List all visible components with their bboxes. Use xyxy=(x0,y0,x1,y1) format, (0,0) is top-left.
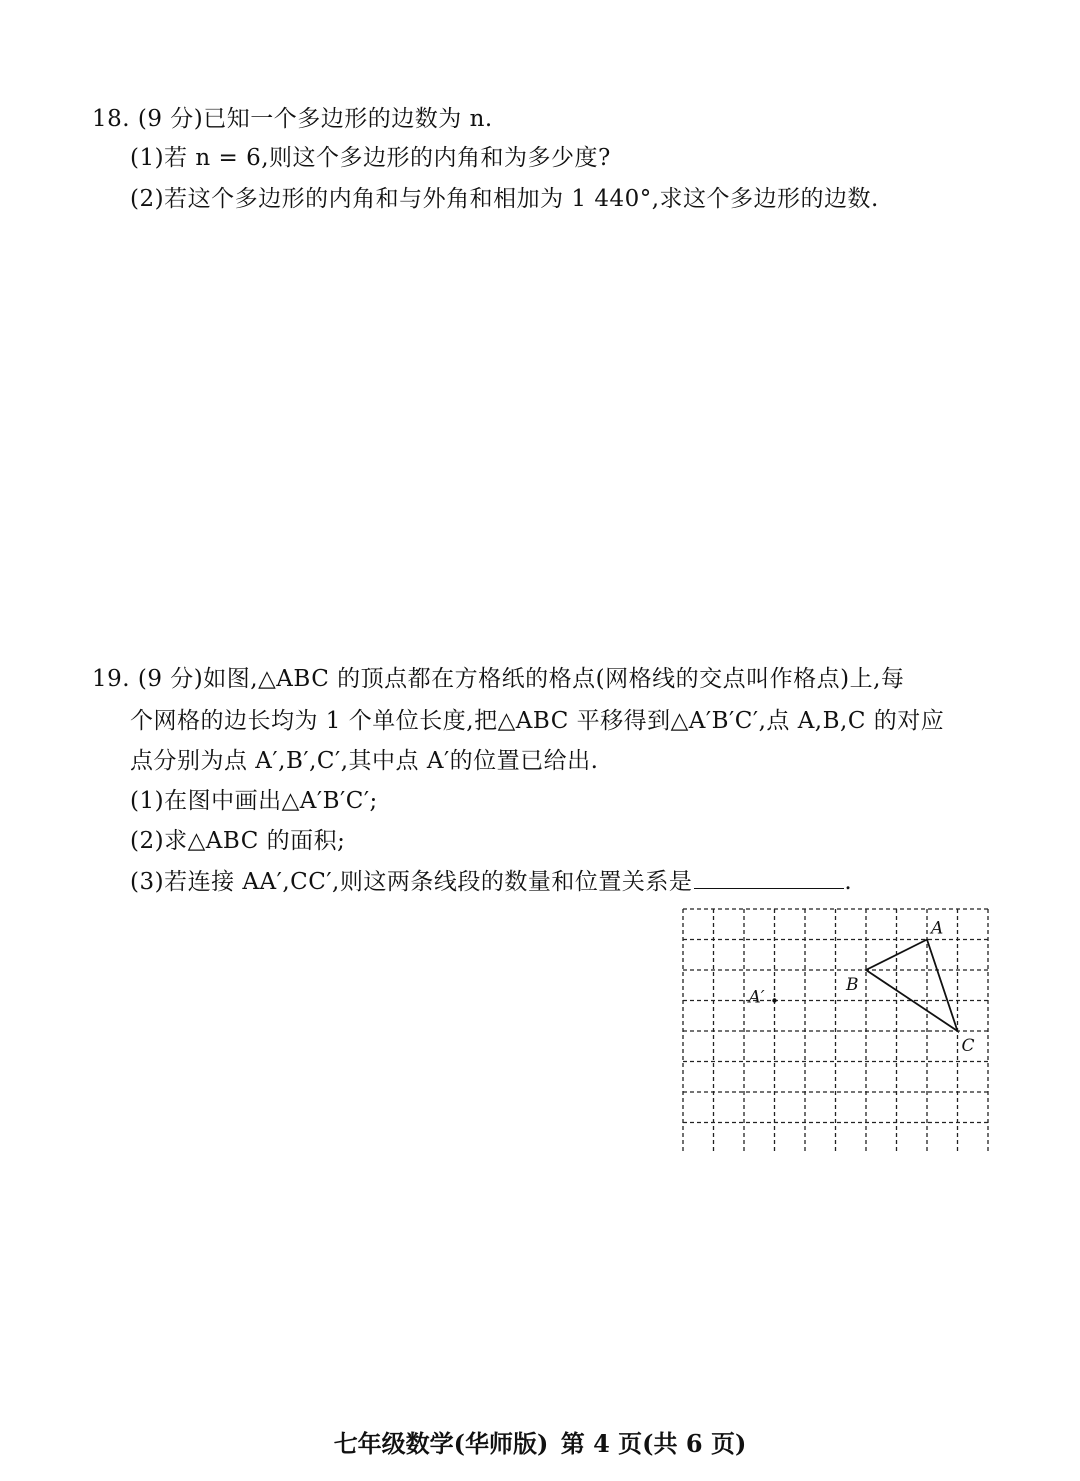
point-label: A xyxy=(931,918,944,939)
question-18-part-1: (1)若 n = 6,则这个多边形的内角和为多少度? xyxy=(130,145,611,171)
footer-page: 第 4 页(共 6 页) xyxy=(560,1429,747,1458)
question-19-part-3-end: . xyxy=(844,869,853,895)
triangle-abc-outline xyxy=(866,940,958,1032)
grid-figure xyxy=(680,906,992,1152)
question-19-part-3-text: (3)若连接 AA′,CC′,则这两条线段的数量和位置关系是 xyxy=(130,869,693,895)
triangle-abc xyxy=(866,940,958,1032)
question-19-line-2: 个网格的边长均为 1 个单位长度,把△ABC 平移得到△A′B′C′,点 A,B,C 的对应 xyxy=(130,708,945,734)
point-a-prime-dot xyxy=(772,998,776,1002)
question-19-part-3 xyxy=(130,866,852,897)
question-19-line-3: 点分别为点 A′,B′,C′,其中点 A′的位置已给出. xyxy=(130,748,599,774)
footer-subject: 七年级数学(华师版) xyxy=(333,1429,549,1458)
page-footer xyxy=(0,1424,1080,1459)
question-18-part-2: (2)若这个多边形的内角和与外角和相加为 1 440°,求这个多边形的边数. xyxy=(130,186,879,212)
point-label: B xyxy=(846,975,859,995)
question-19-line-1: 19. (9 分)如图,△ABC 的顶点都在方格纸的格点(网格线的交点叫作格点)上,每 xyxy=(92,666,905,692)
grid-lines xyxy=(683,909,988,1152)
question-18-header: 18. (9 分)已知一个多边形的边数为 n. xyxy=(92,106,493,132)
question-19-part-2: (2)求△ABC 的面积; xyxy=(130,828,346,854)
question-19-part-1: (1)在图中画出△A′B′C′; xyxy=(130,788,378,814)
point-label: A′ xyxy=(748,987,765,1008)
point-label: C xyxy=(961,1036,975,1056)
answer-blank[interactable] xyxy=(694,866,844,889)
